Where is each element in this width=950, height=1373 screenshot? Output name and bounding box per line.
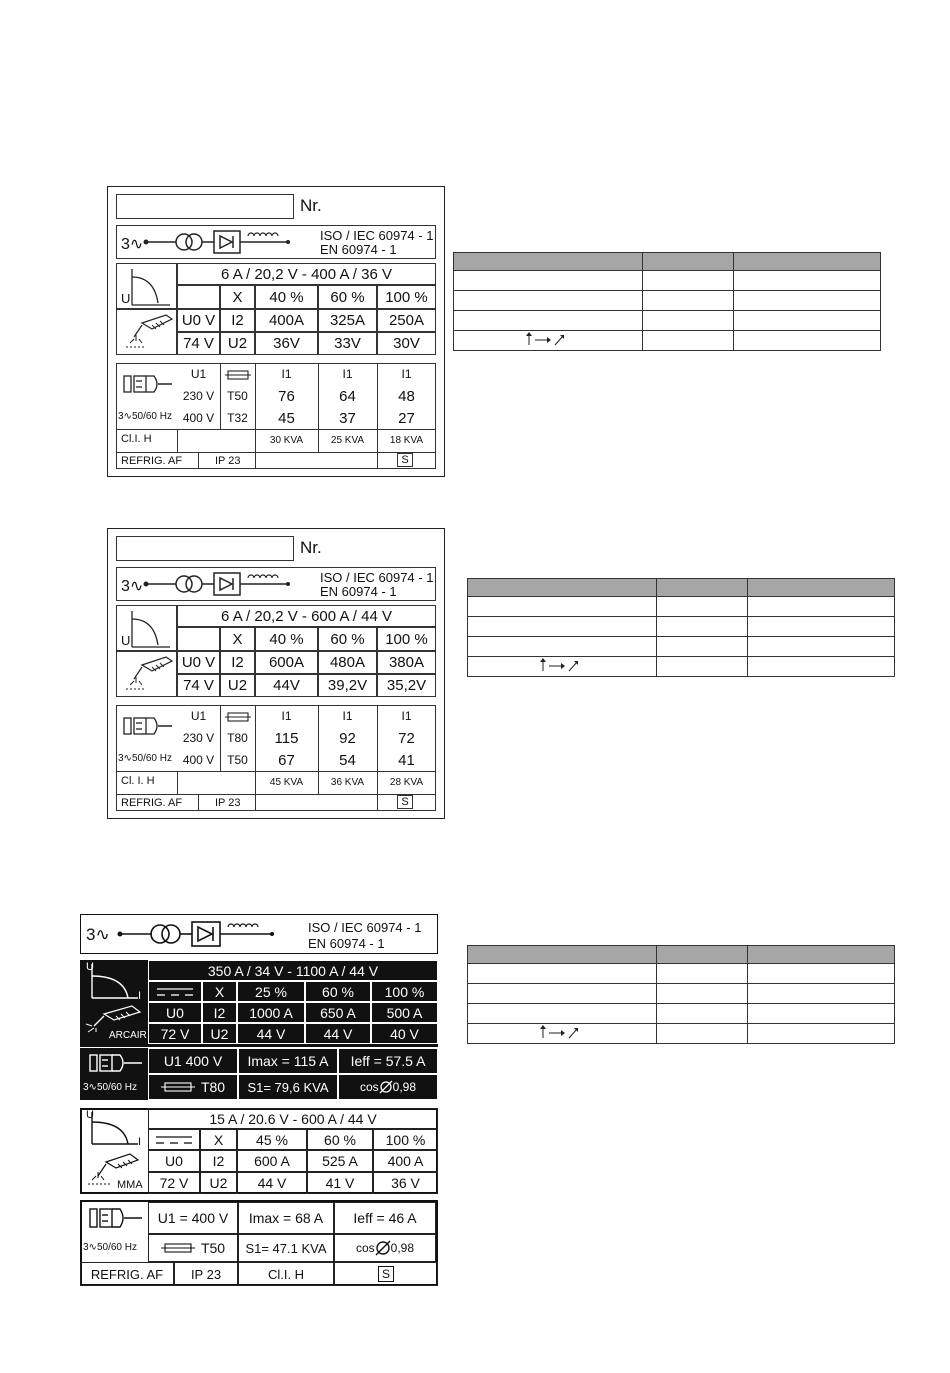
kva-value: 36 KVA xyxy=(330,776,365,788)
col-divider xyxy=(198,794,199,811)
ieff-value: Ieff = 46 A xyxy=(334,1202,436,1234)
kva-value: 25 KVA xyxy=(330,434,365,446)
fuse-cell xyxy=(148,1234,238,1262)
u0-label: U0 xyxy=(148,1002,202,1023)
blank-cell xyxy=(177,285,220,309)
standard-iso: ISO / IEC 60974 - 1 xyxy=(308,920,422,935)
process-label: MMA xyxy=(117,1179,143,1191)
kva-value: 45 KVA xyxy=(269,776,304,788)
duty-cell: 100 % xyxy=(377,285,436,309)
u2-value: 44V xyxy=(255,674,318,697)
cos-phi-value: 0,98 xyxy=(390,1241,415,1255)
u0-value: 72 V xyxy=(148,1023,202,1044)
dc-symbol-cell xyxy=(148,1129,200,1150)
i1-value: 64 xyxy=(339,387,356,405)
u2-value: 44 V xyxy=(237,1172,307,1194)
u0-value: 72 V xyxy=(148,1172,200,1194)
duty-cell: 100 % xyxy=(371,981,438,1002)
u1-value: U1 = 400 V xyxy=(148,1202,238,1234)
i1-label: I1 xyxy=(342,367,353,381)
standard-en: EN 60974 - 1 xyxy=(308,936,385,951)
cos-phi-cell xyxy=(338,1074,438,1100)
i1-label: I1 xyxy=(281,367,292,381)
cooling-label: REFRIG. AF xyxy=(121,455,183,467)
s1-value: S1= 47.1 KVA xyxy=(238,1234,334,1262)
fuse-rating: T50 xyxy=(227,753,248,767)
mains-frequency: 3∿50/60 Hz xyxy=(118,411,172,422)
duty-cell: 100 % xyxy=(373,1129,438,1150)
ip-rating: IP 23 xyxy=(174,1262,238,1286)
i1-label: I1 xyxy=(401,367,412,381)
ip-rating: IP 23 xyxy=(215,455,241,467)
range-cell: 6 A / 20,2 V - 400 A / 36 V xyxy=(177,263,436,285)
col-divider xyxy=(255,794,256,811)
standard-en: EN 60974 - 1 xyxy=(320,242,397,257)
kva-value: 18 KVA xyxy=(389,434,424,446)
i2-label: I2 xyxy=(202,1002,237,1023)
u-axis-label: U xyxy=(121,291,131,306)
i1-value: 67 xyxy=(278,751,295,769)
u2-value: 40 V xyxy=(371,1023,438,1044)
u0-label: U0 xyxy=(148,1150,200,1172)
duty-cell: 60 % xyxy=(307,1129,373,1150)
u2-value: 36 V xyxy=(373,1172,438,1194)
u2-value: 44 V xyxy=(305,1023,371,1044)
i1-value: 72 xyxy=(398,729,415,747)
fuse-icon xyxy=(161,1243,195,1253)
u2-label: U2 xyxy=(220,674,255,697)
row-divider xyxy=(116,794,436,795)
transformer-rectifier-icon xyxy=(142,227,292,257)
u1-value: U1 400 V xyxy=(148,1048,238,1074)
cos-phi-cell xyxy=(334,1234,436,1262)
mains-frequency: 3∿50/60 Hz xyxy=(83,1082,137,1093)
i1-value: 48 xyxy=(398,387,415,405)
x-label: X xyxy=(202,981,237,1002)
i1-value: 45 xyxy=(278,409,295,427)
u2-value: 35,2V xyxy=(377,674,436,697)
i1-value: 27 xyxy=(398,409,415,427)
mains-frequency: 3∿50/60 Hz xyxy=(118,753,172,764)
s-mark: S xyxy=(397,453,413,467)
i1-value: 54 xyxy=(339,751,356,769)
i1-value: 92 xyxy=(339,729,356,747)
blank-cell xyxy=(177,627,220,651)
u2-value: 39,2V xyxy=(318,674,377,697)
i1-value: 41 xyxy=(398,751,415,769)
i1-value: 37 xyxy=(339,409,356,427)
i2-value: 525 A xyxy=(307,1150,373,1172)
fuse-icon xyxy=(161,1082,195,1092)
u0-value: 74 V xyxy=(177,332,220,355)
s-mark: S xyxy=(397,795,413,809)
i2-value: 480A xyxy=(318,651,377,674)
rating-plate-3 xyxy=(80,914,438,1286)
i1-label: I1 xyxy=(281,709,292,723)
cooling-label: REFRIG. AF xyxy=(121,797,183,809)
v230-label: 230 V xyxy=(182,389,215,403)
imax-value: Imax = 68 A xyxy=(238,1202,334,1234)
u0-label: U0 V xyxy=(177,309,220,332)
col-divider xyxy=(198,452,199,469)
welding-torch-icon xyxy=(122,313,176,353)
col-divider xyxy=(177,771,178,794)
s1-value: S1= 79,6 KVA xyxy=(238,1074,338,1100)
u2-value: 36V xyxy=(255,332,318,355)
u-axis-label: U xyxy=(121,633,131,648)
insulation-class: Cl.I. H xyxy=(121,433,152,445)
i2-value: 400A xyxy=(255,309,318,332)
blank-table-3 xyxy=(467,945,895,1044)
nr-label: Nr. xyxy=(300,538,322,557)
i2-value: 1000 A xyxy=(237,1002,305,1023)
blank-table-2 xyxy=(467,578,895,677)
u2-value: 33V xyxy=(318,332,377,355)
i1-label: I1 xyxy=(401,709,412,723)
i2-label: I2 xyxy=(220,309,255,332)
fuse-rating: T80 xyxy=(200,1079,226,1095)
x-label: X xyxy=(200,1129,237,1150)
i1-label: I1 xyxy=(342,709,353,723)
i2-value: 250A xyxy=(377,309,436,332)
arrow-symbol-icon xyxy=(537,1025,587,1039)
range-cell: 15 A / 20.6 V - 600 A / 44 V xyxy=(148,1108,438,1129)
row-divider xyxy=(116,452,436,453)
arrow-symbol-icon xyxy=(523,332,573,346)
kva-value: 30 KVA xyxy=(269,434,304,446)
v400-label: 400 V xyxy=(182,753,215,767)
insulation-class: Cl. I. H xyxy=(121,775,155,787)
i-axis-label: I xyxy=(138,990,142,1002)
rating-plate-2 xyxy=(107,528,445,819)
duty-cell: 60 % xyxy=(318,285,377,309)
imax-value: Imax = 115 A xyxy=(238,1048,338,1074)
dc-symbol-icon xyxy=(155,987,195,997)
duty-cell: 40 % xyxy=(255,285,318,309)
supply-phase: 3∿ xyxy=(121,236,144,253)
u0-value: 74 V xyxy=(177,674,220,697)
duty-cell: 40 % xyxy=(255,627,318,651)
range-cell: 6 A / 20,2 V - 600 A / 44 V xyxy=(177,605,436,627)
process-label: ARCAIR xyxy=(109,1030,147,1041)
u2-value: 44 V xyxy=(237,1023,305,1044)
u1-label: U1 xyxy=(190,709,207,723)
mains-plug-icon xyxy=(88,1052,144,1074)
u2-label: U2 xyxy=(202,1023,237,1044)
cooling-label: REFRIG. AF xyxy=(80,1262,174,1286)
dc-symbol-icon xyxy=(154,1135,194,1145)
duty-cell: 45 % xyxy=(237,1129,307,1150)
s-mark-cell xyxy=(334,1262,438,1286)
u0-label: U0 V xyxy=(177,651,220,674)
duty-cell: 60 % xyxy=(318,627,377,651)
i1-value: 76 xyxy=(278,387,295,405)
cos-phi-value: 0,98 xyxy=(392,1080,417,1094)
blank-table-1 xyxy=(453,252,881,351)
duty-cell: 60 % xyxy=(305,981,371,1002)
mains-plug-icon xyxy=(88,1206,144,1230)
mains-plug-icon xyxy=(122,373,174,395)
i2-value: 650 A xyxy=(305,1002,371,1023)
fuse-cell xyxy=(148,1074,238,1100)
duty-cell: 25 % xyxy=(237,981,305,1002)
mains-frequency: 3∿50/60 Hz xyxy=(83,1242,137,1253)
phi-icon xyxy=(379,1080,393,1094)
standard-iso: ISO / IEC 60974 - 1 xyxy=(320,570,434,585)
fuse-rating: T80 xyxy=(227,731,248,745)
fuse-rating: T32 xyxy=(227,411,248,425)
v230-label: 230 V xyxy=(182,731,215,745)
mains-plug-icon xyxy=(122,715,174,737)
serial-number-field xyxy=(116,194,294,219)
x-label: X xyxy=(220,627,255,651)
fuse-rating: T50 xyxy=(200,1240,226,1256)
serial-number-field xyxy=(116,536,294,561)
i2-value: 325A xyxy=(318,309,377,332)
range-cell: 350 A / 34 V - 1100 A / 44 V xyxy=(148,960,438,981)
standard-en: EN 60974 - 1 xyxy=(320,584,397,599)
phi-icon xyxy=(375,1240,391,1256)
u-axis-label: U xyxy=(86,961,94,973)
transformer-rectifier-icon xyxy=(116,919,276,949)
ip-rating: IP 23 xyxy=(215,797,241,809)
i2-value: 600 A xyxy=(237,1150,307,1172)
u2-value: 30V xyxy=(377,332,436,355)
i2-value: 380A xyxy=(377,651,436,674)
cos-label: cos xyxy=(359,1080,379,1094)
col-divider xyxy=(177,429,178,452)
fuse-icon xyxy=(225,369,251,381)
u2-label: U2 xyxy=(220,332,255,355)
insulation-class: Cl.I. H xyxy=(238,1262,334,1286)
supply-phase: 3∿ xyxy=(86,925,110,944)
transformer-rectifier-icon xyxy=(142,569,292,599)
arrow-symbol-icon xyxy=(537,658,587,672)
ieff-value: Ieff = 57.5 A xyxy=(338,1048,438,1074)
kva-value: 28 KVA xyxy=(389,776,424,788)
u-axis-label: U xyxy=(86,1109,94,1121)
i-axis-label: I xyxy=(138,1136,142,1148)
supply-phase: 3∿ xyxy=(121,578,144,595)
duty-cell: 100 % xyxy=(377,627,436,651)
i2-value: 500 A xyxy=(371,1002,438,1023)
i1-value: 115 xyxy=(274,729,299,747)
s-mark: S xyxy=(378,1266,394,1282)
i2-value: 400 A xyxy=(373,1150,438,1172)
dc-symbol-cell xyxy=(148,981,202,1002)
i2-label: I2 xyxy=(200,1150,237,1172)
nr-label: Nr. xyxy=(300,196,322,215)
standard-iso: ISO / IEC 60974 - 1 xyxy=(320,228,434,243)
col-divider xyxy=(255,452,256,469)
i2-value: 600A xyxy=(255,651,318,674)
fuse-rating: T50 xyxy=(227,389,248,403)
fuse-icon xyxy=(225,711,251,723)
i2-label: I2 xyxy=(220,651,255,674)
x-label: X xyxy=(220,285,255,309)
rating-plate-1 xyxy=(107,186,445,477)
u2-label: U2 xyxy=(200,1172,237,1194)
welding-torch-icon xyxy=(122,655,176,695)
v400-label: 400 V xyxy=(182,411,215,425)
cos-label: cos xyxy=(355,1241,375,1255)
u2-value: 41 V xyxy=(307,1172,373,1194)
u1-label: U1 xyxy=(190,367,207,381)
